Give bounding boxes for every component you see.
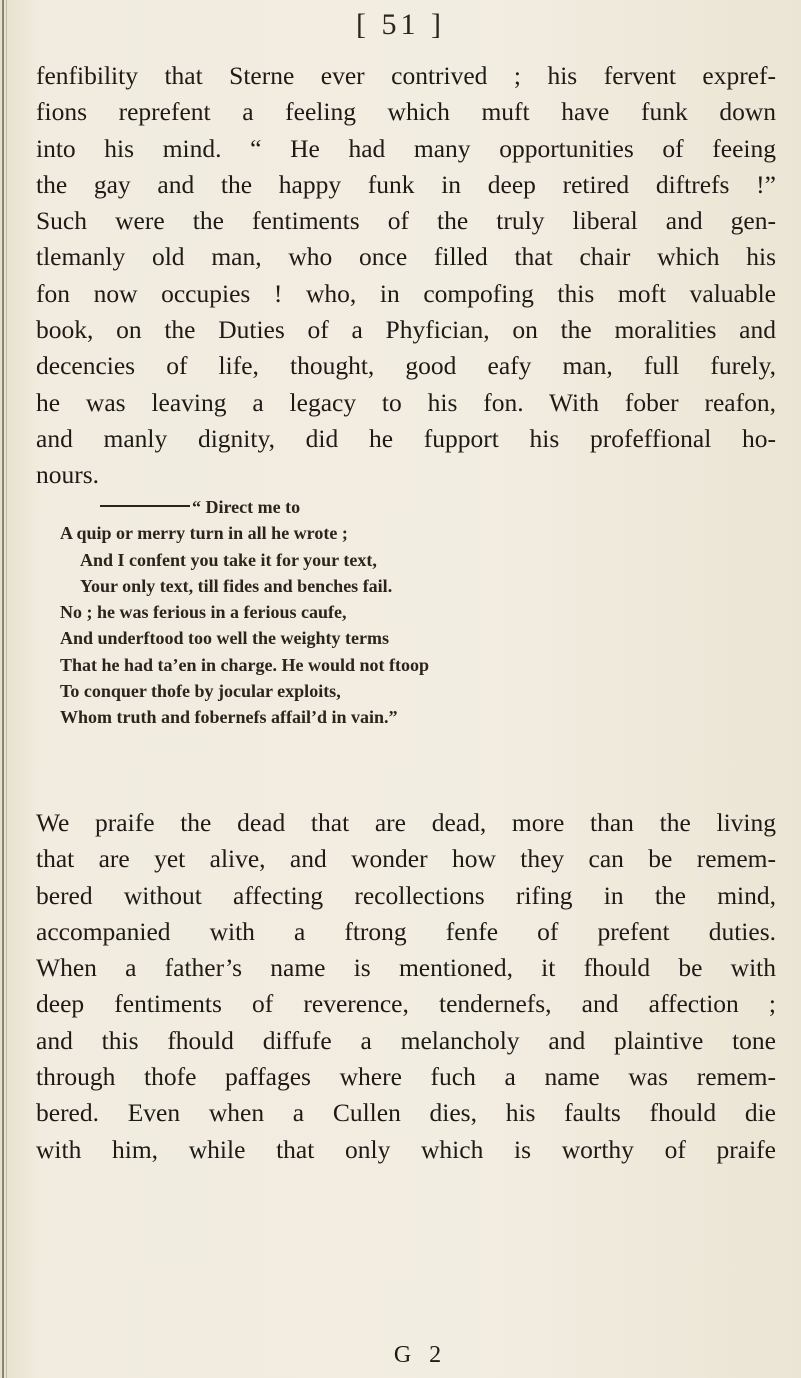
verse-line: And underftood too well the weighty terms — [60, 628, 389, 649]
verse-line: A quip or merry turn in all he wrote ; — [60, 523, 348, 544]
text-line: We praife the dead that are dead, more than the living — [36, 808, 776, 837]
text-line: and manly dignity, did he fupport his profeffional ho- — [36, 423, 776, 453]
text-line: fions reprefent a feeling which muft have funk down — [36, 97, 776, 127]
page-edge-shadow — [2, 0, 4, 1378]
verse-quotation — [60, 494, 760, 731]
text-line: book, on the Duties of a Phyfician, on the moralities and — [36, 315, 776, 345]
text-line: When a father’s name is mentioned, it fhould be with — [36, 953, 776, 983]
text-line: with him, while that only which is worthy of praife — [36, 1134, 776, 1164]
text-line: accompanied with a ftrong fenfe of prefent duties. — [36, 916, 776, 946]
text-line: he was leaving a legacy to his fon. With fober reafon, — [36, 387, 776, 417]
em-dash-rule — [100, 505, 190, 507]
verse-line: And I confent you take it for your text, — [80, 549, 377, 570]
verse-line: That he had ta’en in charge. He would not ftoop — [60, 654, 430, 675]
text-line: the gay and the happy funk in deep retired diftrefs !” — [36, 169, 776, 199]
paragraph-2 — [36, 805, 776, 1168]
text-line: bered without affecting recollections rifing in the mind, — [36, 880, 776, 910]
page-edge-line — [6, 0, 7, 1378]
text-line: decencies of life, thought, good eafy man, full furely, — [36, 351, 776, 381]
printer-signature: G 2 — [393, 1342, 448, 1368]
text-line: Such were the fentiments of the truly liberal and gen- — [36, 206, 776, 236]
page-number: [ 51 ] — [356, 8, 445, 41]
text-line: fenfibility that Sterne ever contrived ; his fervent expref- — [36, 61, 776, 90]
verse-first-line-text: “ Direct me to — [192, 497, 301, 517]
text-line: bered. Even when a Cullen dies, his faults fhould die — [36, 1098, 776, 1128]
verse-line: Whom truth and fobernefs affail’d in vain.” — [60, 707, 398, 728]
text-line: nours. — [36, 460, 100, 490]
verse-line: To conquer thofe by jocular exploits, — [60, 681, 341, 702]
text-line: tlemanly old man, who once filled that chair which his — [36, 242, 776, 272]
text-line: through thofe paffages where fuch a name was remem- — [36, 1062, 776, 1092]
verse-first-line — [60, 494, 760, 520]
verse-line: No ; he was ferious in a ferious caufe, — [60, 602, 347, 623]
text-line: and this fhould diffufe a melancholy and plaintive tone — [36, 1025, 776, 1055]
paragraph-1 — [36, 58, 776, 494]
text-line: that are yet alive, and wonder how they can be remem- — [36, 844, 776, 874]
text-line: fon now occupies ! who, in compofing this moft valuable — [36, 278, 776, 308]
verse-line: Your only text, till fides and benches fail. — [80, 575, 393, 596]
text-line: deep fentiments of reverence, tendernefs, and affection ; — [36, 989, 776, 1019]
text-line: into his mind. “ He had many opportunities of feeing — [36, 133, 776, 163]
